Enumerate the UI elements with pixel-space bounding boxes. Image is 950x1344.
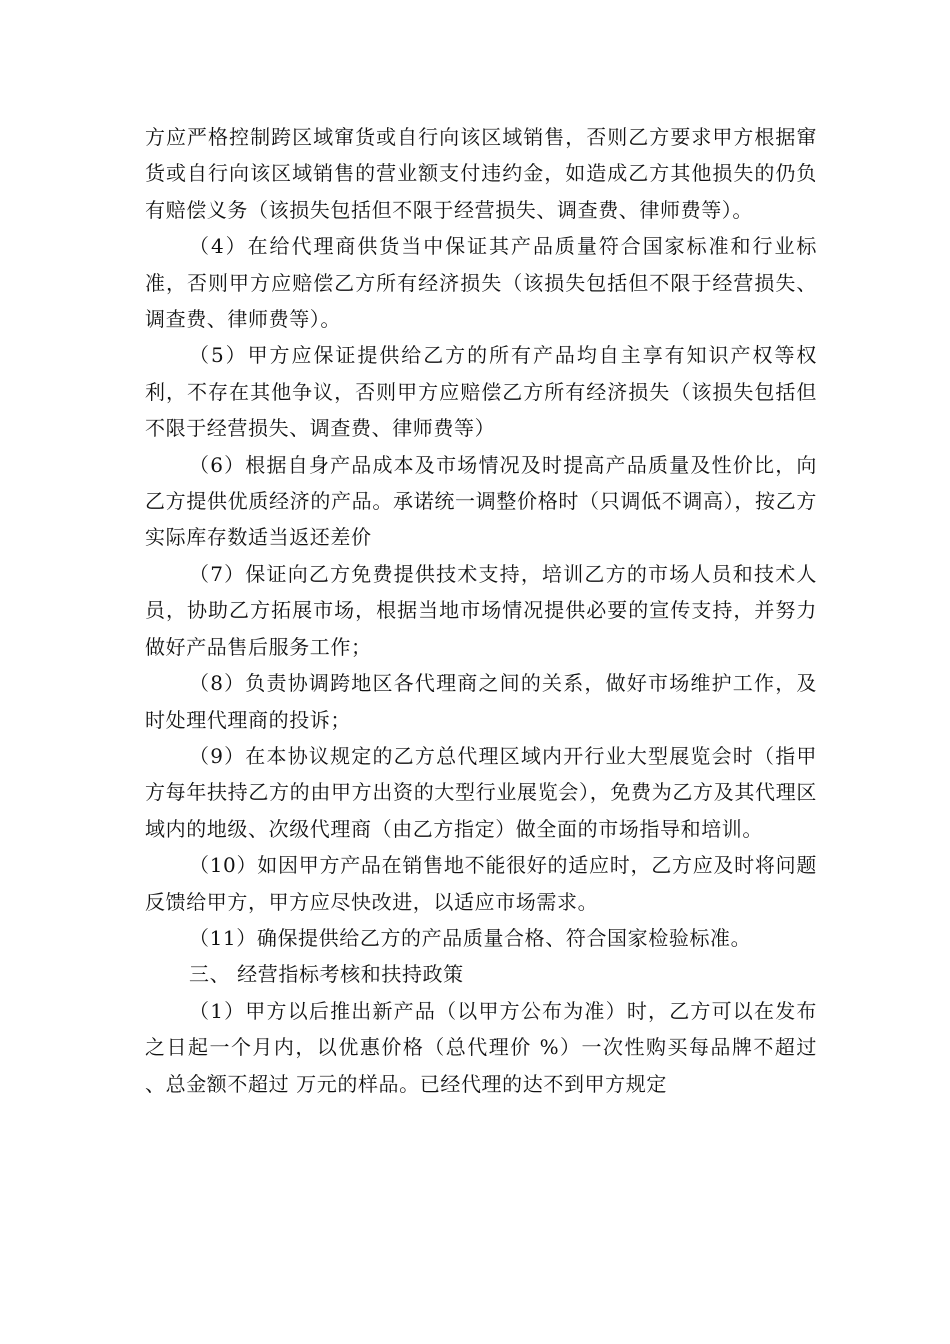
- paragraph-item-6: （6）根据自身产品成本及市场情况及时提高产品质量及性价比，向乙方提供优质经济的产品。承诺统一调整价格时（只调低不调高），按乙方实际库存数适当返还差价: [145, 452, 817, 550]
- paragraph-continuation: 方应严格控制跨区域窜货或自行向该区域销售，否则乙方要求甲方根据窜货或自行向该区域销售的营业额支付违约金，如造成乙方其他损失的仍负有赔偿义务（该损失包括但不限于经营损失、调查费、律师费等）。: [145, 125, 817, 222]
- section-heading-3: 三、 经营指标考核和扶持政策: [189, 962, 464, 987]
- paragraph-item-10: （10）如因甲方产品在销售地不能很好的适应时，乙方应及时将问题反馈给甲方，甲方应尽快改进，以适应市场需求。: [145, 853, 817, 914]
- paragraph-item-11: （11）确保提供给乙方的产品质量合格、符合国家检验标准。: [189, 925, 752, 950]
- document-page: [145, 119, 817, 1102]
- paragraph-item-9: （9）在本协议规定的乙方总代理区域内开行业大型展览会时（指甲方每年扶持乙方的由甲方出资的大型行业展览会），免费为乙方及其代理区域内的地级、次级代理商（由乙方指定）做全面的市场指导和培训。: [145, 743, 817, 841]
- paragraph-item-4: （4）在给代理商供货当中保证其产品质量符合国家标准和行业标准，否则甲方应赔偿乙方所有经济损失（该损失包括但不限于经营损失、调查费、律师费等）。: [145, 234, 817, 332]
- paragraph-item-8: （8）负责协调跨地区各代理商之间的关系，做好市场维护工作，及时处理代理商的投诉；: [145, 671, 817, 732]
- paragraph-section3-item-1: （1）甲方以后推出新产品（以甲方公布为准）时，乙方可以在发布之日起一个月内，以优惠价格（总代理价 %）一次性购买每品牌不超过 、总金额不超过 万元的样品。已经代理的达不到甲方规定: [145, 998, 817, 1096]
- paragraph-item-5: （5）甲方应保证提供给乙方的所有产品均自主享有知识产权等权利，不存在其他争议，否则甲方应赔偿乙方所有经济损失（该损失包括但不限于经营损失、调查费、律师费等）: [145, 343, 817, 441]
- paragraph-item-7: （7）保证向乙方免费提供技术支持，培训乙方的市场人员和技术人员，协助乙方拓展市场，根据当地市场情况提供必要的宣传支持，并努力做好产品售后服务工作；: [145, 561, 817, 659]
